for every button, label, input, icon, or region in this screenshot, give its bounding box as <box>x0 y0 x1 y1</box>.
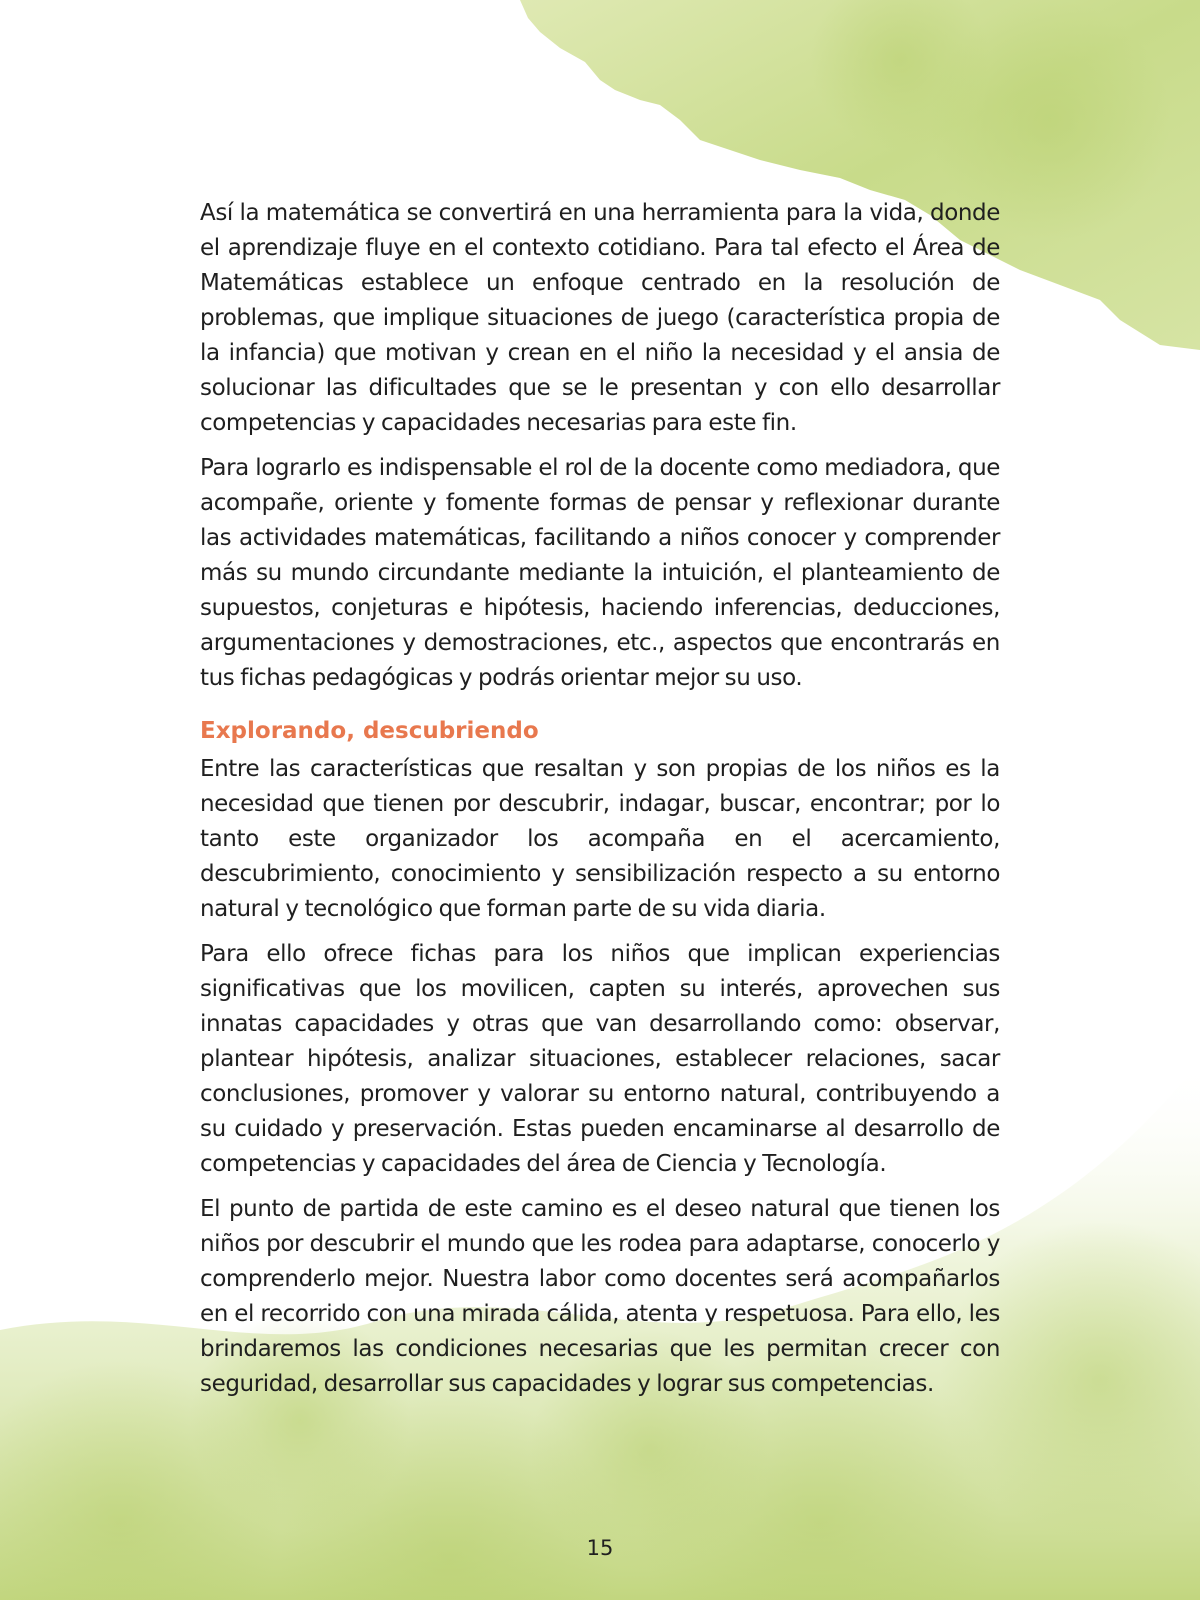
paragraph: Entre las características que resaltan y son propias de los niños es la necesidad que tienen por descubrir, indagar, buscar, encontrar; por lo tanto este organizador los acompaña en el acercamiento, descubrimiento, conocimiento y sensibilización respecto a su entorno natural y tecnológico que forman parte de su vida diaria. <box>200 756 1000 922</box>
page-number: 15 <box>586 1536 614 1560</box>
page-content <box>200 196 1000 1412</box>
paragraph: Así la matemática se convertirá en una herramienta para la vida, donde el aprendizaje fluye en el contexto cotidiano. Para tal efecto el Área de Matemáticas establece un enfoque centrado en la resolución de problemas, que implique situaciones de juego (característica propia de la infancia) que motivan y crean en el niño la necesidad y el ansia de solucionar las dificultades que se le presentan y con ello desarrollar competencias y capacidades necesarias para este fin. <box>200 200 1000 436</box>
paragraph: Para lograrlo es indispensable el rol de la docente como mediadora, que acompañe, oriente y fomente formas de pensar y reflexionar durante las actividades matemáticas, facilitando a niños conocer y comprender más su mundo circundante mediante la intuición, el planteamiento de supuestos, conjeturas e hipótesis, haciendo inferencias, deducciones, argumentaciones y demostraciones, etc., aspectos que encontrarás en tus fichas pedagógicas y podrás orientar mejor su uso. <box>200 455 1000 691</box>
section-heading: Explorando, descubriendo <box>200 718 539 744</box>
paragraph: El punto de partida de este camino es el deseo natural que tienen los niños por descubrir el mundo que les rodea para adaptarse, conocerlo y comprenderlo mejor. Nuestra labor como docentes será acompañarlos en el recorrido con una mirada cálida, atenta y respetuosa. Para ello, les brindaremos las condiciones necesarias que les permitan crecer con seguridad, desarrollar sus capacidades y lograr sus competencias. <box>200 1196 1000 1397</box>
paragraph: Para ello ofrece fichas para los niños que implican experiencias significativas que los movilicen, capten su interés, aprovechen sus innatas capacidades y otras que van desarrollando como: observar, plantear hipótesis, analizar situaciones, establecer relaciones, sacar conclusiones, promover y valorar su entorno natural, contribuyendo a su cuidado y preservación. Estas pueden encaminarse al desarrollo de competencias y capacidades del área de Ciencia y Tecnología. <box>200 941 1000 1177</box>
explorando-section <box>200 752 1000 1402</box>
intro-section <box>200 196 1000 696</box>
